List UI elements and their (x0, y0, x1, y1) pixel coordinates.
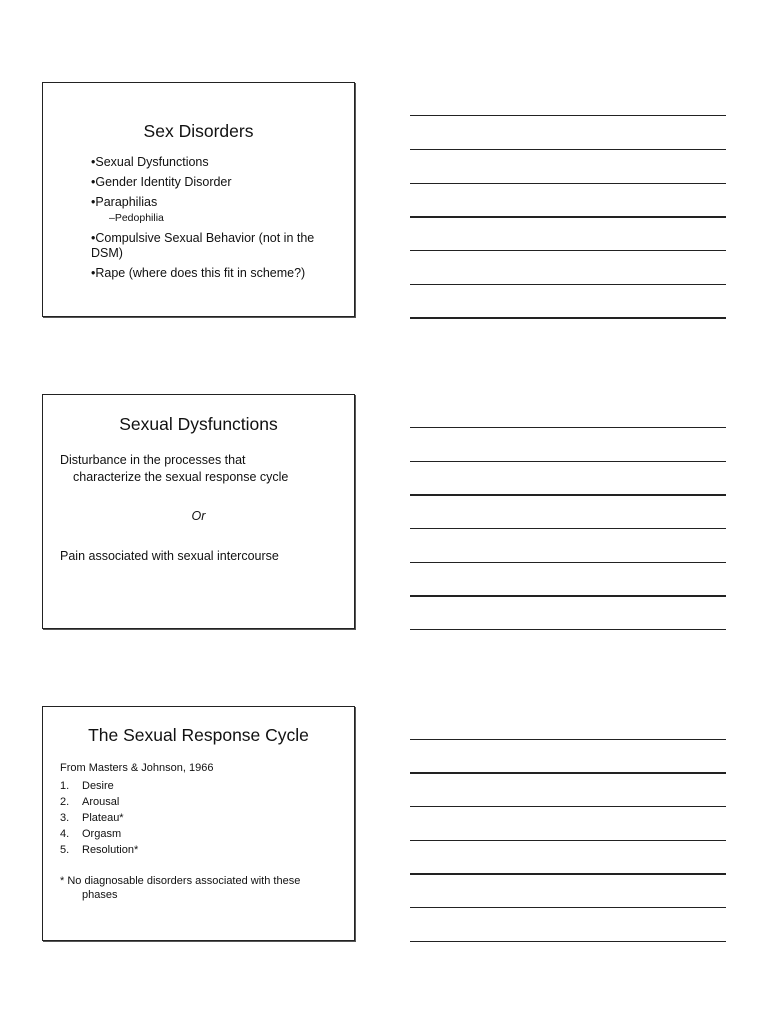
note-line (410, 873, 726, 875)
note-line (410, 941, 726, 942)
phase-label: Desire (82, 780, 114, 792)
slide-title: The Sexual Response Cycle (88, 725, 309, 745)
note-line (410, 284, 726, 285)
phase-number: 4. (60, 828, 70, 840)
note-line (410, 494, 726, 496)
phase-label: Plateau* (82, 812, 124, 824)
note-line (410, 562, 726, 563)
slide-title: Sexual Dysfunctions (119, 414, 278, 434)
source-text: From Masters & Johnson, 1966 (60, 762, 214, 774)
note-line (410, 629, 726, 630)
note-line (410, 739, 726, 740)
bullet-item: •Sexual Dysfunctions (91, 155, 209, 169)
slide-sex-disorders (42, 82, 355, 317)
note-line (410, 115, 726, 116)
footnote-line: phases (82, 889, 118, 901)
note-line (410, 149, 726, 150)
note-line (410, 317, 726, 319)
note-line (410, 216, 726, 218)
phase-number: 2. (60, 796, 70, 808)
phase-number: 5. (60, 844, 70, 856)
phase-label: Orgasm (82, 828, 122, 840)
phase-number: 3. (60, 812, 70, 824)
note-line (410, 907, 726, 908)
slide-sexual-dysfunctions (42, 394, 355, 629)
phase-label: Arousal (82, 796, 120, 808)
bullet-item: •Paraphilias (91, 195, 158, 209)
note-line (410, 461, 726, 462)
bullet-item: •Gender Identity Disorder (91, 175, 232, 189)
phase-item (60, 826, 138, 842)
phase-number: 1. (60, 780, 70, 792)
note-line (410, 806, 726, 807)
footnote-line: * No diagnosable disorders associated with these (60, 875, 301, 887)
definition-line: Disturbance in the processes that (60, 453, 246, 467)
note-line (410, 595, 726, 597)
bullet-list (91, 155, 339, 286)
definition-line: characterize the sexual response cycle (73, 470, 289, 484)
phase-item (60, 842, 138, 858)
note-line (410, 250, 726, 251)
note-line (410, 183, 726, 184)
phase-label: Resolution* (82, 844, 139, 856)
pain-text: Pain associated with sexual intercourse (60, 549, 279, 563)
sub-bullet-item: –Pedophilia (109, 212, 164, 224)
note-line (410, 840, 726, 841)
bullet-item: •Rape (where does this fit in scheme?) (91, 266, 306, 280)
phase-item (60, 794, 138, 810)
phase-item (60, 778, 138, 794)
note-line (410, 427, 726, 428)
phase-list (60, 778, 138, 858)
slide-sexual-response-cycle (42, 706, 355, 941)
footnote-text (60, 874, 345, 902)
note-line (410, 772, 726, 774)
note-line (410, 528, 726, 529)
bullet-item: •Compulsive Sexual Behavior (not in the DSM) (91, 231, 315, 260)
phase-item (60, 810, 138, 826)
slide-title: Sex Disorders (143, 121, 254, 141)
definition-text (60, 452, 345, 486)
or-text: Or (191, 509, 206, 523)
